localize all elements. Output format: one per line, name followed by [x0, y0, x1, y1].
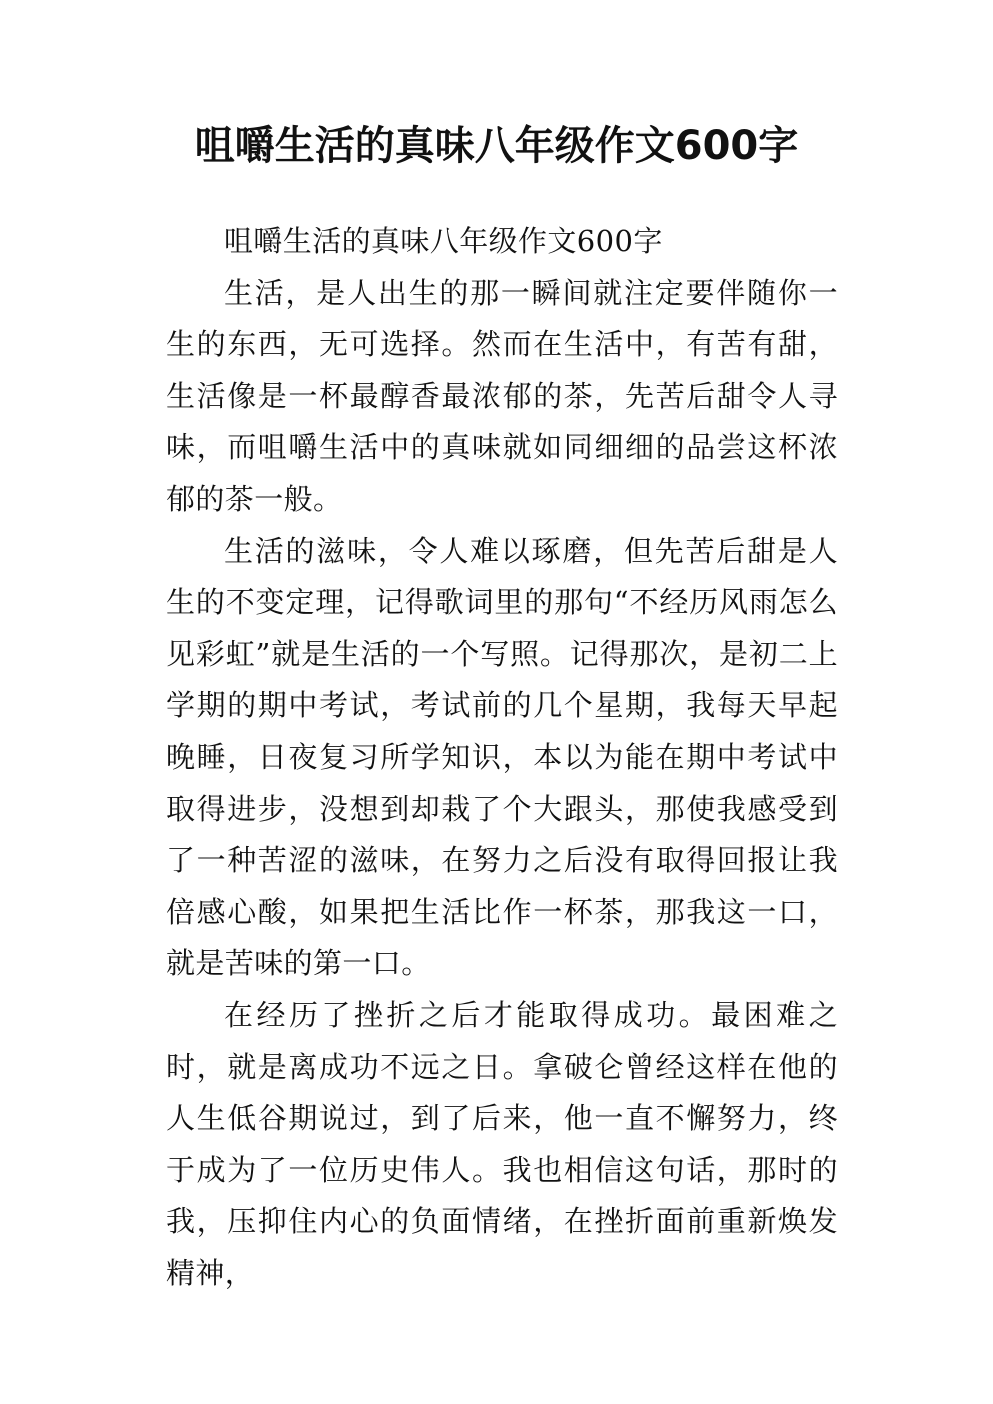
paragraph-1: 生活，是人出生的那一瞬间就注定要伴随你一生的东西，无可选择。然而在生活中，有苦有甜，生活像是一杯最醇香最浓郁的茶，先苦后甜令人寻味，而咀嚼生活中的真味就如同细细的品尝这杯浓郁的茶一般。	[166, 275, 838, 516]
document-body	[166, 216, 838, 1299]
paragraph-subtitle: 咀嚼生活的真味八年级作文600字	[224, 224, 663, 258]
paragraph-2: 生活的滋味，令人难以琢磨，但先苦后甜是人生的不变定理，记得歌词里的那句“不经历风雨怎么见彩虹”就是生活的一个写照。记得那次，是初二上学期的期中考试，考试前的几个星期，我每天早起晚睡，日夜复习所学知识，本以为能在期中考试中取得进步，没想到却栽了个大跟头，那使我感受到了一种苦涩的滋味，在努力之后没有取得回报让我倍感心酸，如果把生活比作一杯茶，那我这一口，就是苦味的第一口。	[166, 533, 838, 981]
document-title: 咀嚼生活的真味八年级作文600字	[194, 123, 799, 169]
paragraph-3: 在经历了挫折之后才能取得成功。最困难之时，就是离成功不远之日。拿破仑曾经这样在他的人生低谷期说过，到了后来，他一直不懈努力，终于成为了一位历史伟人。我也相信这句话，那时的我，压抑住内心的负面情绪，在挫折面前重新焕发精神，	[166, 997, 838, 1290]
